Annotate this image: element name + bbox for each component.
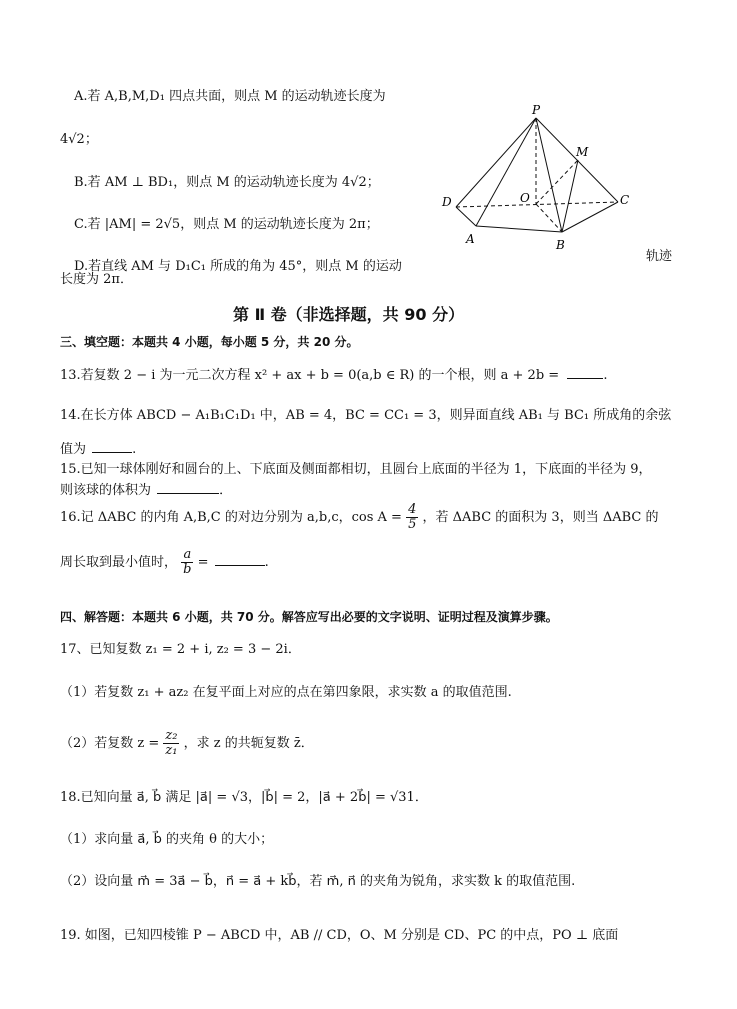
question-14-line2: 值为 . <box>60 442 137 457</box>
edge-PC <box>536 118 618 202</box>
option-c: C.若 |AM| = 2√5，则点 M 的运动轨迹长度为 2π； <box>74 217 379 232</box>
question-17-part2-pre: （2）若复数 z = <box>60 736 160 751</box>
edge-OM-hidden <box>536 160 578 204</box>
question-17: 17、已知复数 z₁ = 2 + i, z₂ = 3 − 2i． <box>60 642 301 657</box>
question-13-text: 13.若复数 2 − i 为一元二次方程 x² + ax + b = 0(a,b ∈ R) 的一个根，则 a + 2b = <box>60 368 560 383</box>
edge-OB-hidden <box>536 204 562 232</box>
fraction-z2: z₂ <box>165 728 178 743</box>
question-18-part2: （2）设向量 m⃗ = 3a⃗ − b⃗，n⃗ = a⃗ + kb⃗，若 m⃗, n⃗ 的夹角为锐角，求实数 k 的取值范围. <box>60 874 576 889</box>
option-d-line1: D.若直线 AM 与 D₁C₁ 所成的角为 45°，则点 M 的运动 <box>74 259 402 274</box>
option-d-trail: 轨迹 <box>646 249 673 264</box>
answer-section-header: 四、解答题：本题共 6 小题，共 70 分。解答应写出必要的文字说明、证明过程及演算步骤。 <box>60 610 558 624</box>
section-title: 第 Ⅱ 卷（非选择题，共 90 分） <box>233 305 465 324</box>
option-a-line1: A.若 A,B,M,D₁ 四点共面，则点 M 的运动轨迹长度为 <box>74 89 386 104</box>
edge-AB <box>476 226 562 232</box>
answer-blank-13[interactable] <box>567 366 603 379</box>
edge-PB <box>536 118 562 232</box>
question-17-part1: （1）若复数 z₁ + az₂ 在复平面上对应的点在第四象限，求实数 a 的取值范围. <box>60 685 512 700</box>
fraction-a: a <box>181 548 193 563</box>
question-16-text-pre: 16.记 ΔABC 的内角 A,B,C 的对边分别为 a,b,c，cos A = <box>60 510 402 525</box>
fraction-cosA-num: 4 <box>408 502 417 517</box>
label-D: D <box>442 195 452 209</box>
fraction-a-over-b <box>181 548 193 577</box>
question-15-line2: 则该球的体积为 ． <box>60 483 233 498</box>
answer-blank-14[interactable] <box>92 440 132 453</box>
edge-BM <box>562 160 578 232</box>
fraction-b: b <box>183 562 192 577</box>
question-16-equals: = <box>197 555 209 570</box>
label-O: O <box>520 191 530 205</box>
question-16-line2: 周长取到最小值时， $\frac{a}{b}$ = . <box>60 547 269 577</box>
option-b: B.若 AM ⊥ BD₁，则点 M 的运动轨迹长度为 4√2； <box>74 175 380 190</box>
question-18: 18.已知向量 a⃗, b⃗ 满足 |a⃗| = √3，|b⃗| = 2，|a⃗ + 2b⃗| = √31． <box>60 790 428 805</box>
label-P: P <box>532 104 541 117</box>
edge-PA <box>476 118 536 226</box>
fraction-cosA <box>406 503 418 532</box>
question-19: 19. 如图，已知四棱锥 P − ABCD 中，AB // CD，O、M 分别是 CD、PC 的中点，PO ⊥ 底面 <box>60 928 619 943</box>
question-18-part1: （1）求向量 a⃗, b⃗ 的夹角 θ 的大小； <box>60 832 274 847</box>
label-M: M <box>576 145 589 159</box>
answer-blank-16[interactable] <box>215 553 265 566</box>
question-15-line1: 15.已知一球体刚好和圆台的上、下底面及侧面都相切，且圆台上底面的半径为 1，下底面的半径为 9， <box>60 462 652 477</box>
fill-blank-header: 三、填空题：本题共 4 小题，每小题 5 分，共 20 分。 <box>60 335 359 349</box>
fraction-z2-over-z1 <box>163 729 179 758</box>
question-16-line2-text: 周长取到最小值时， <box>60 555 178 570</box>
question-17-part2-post: ，求 z 的共轭复数 z̄． <box>183 736 314 751</box>
pyramid-figure <box>436 104 636 254</box>
label-A: A <box>466 232 475 246</box>
question-16-line1 <box>60 501 658 535</box>
edge-BC <box>562 202 618 232</box>
question-16-text-post: ，若 ΔABC 的面积为 3，则当 ΔABC 的 <box>422 510 659 525</box>
option-d-line2: 长度为 2π． <box>60 272 133 287</box>
question-14-line2-text: 值为 <box>60 442 87 457</box>
option-a-line2: 4√2； <box>60 132 98 147</box>
label-B: B <box>556 238 565 252</box>
question-14-line1: 14.在长方体 ABCD − A₁B₁C₁D₁ 中，AB = 4，BC = CC₁ = 3，则异面直线 AB₁ 与 BC₁ 所成角的余弦 <box>60 408 672 423</box>
question-17-part2 <box>60 727 314 761</box>
question-13: 13.若复数 2 − i 为一元二次方程 x² + ax + b = 0(a,b ∈ R) 的一个根，则 a + 2b = . <box>60 368 608 383</box>
question-15-line2-text: 则该球的体积为 <box>60 483 152 498</box>
label-C: C <box>620 193 630 207</box>
answer-blank-15[interactable] <box>157 481 219 494</box>
fraction-cosA-den: 5 <box>408 517 417 532</box>
edge-DA <box>456 207 476 226</box>
fraction-z1: z₁ <box>165 743 178 758</box>
